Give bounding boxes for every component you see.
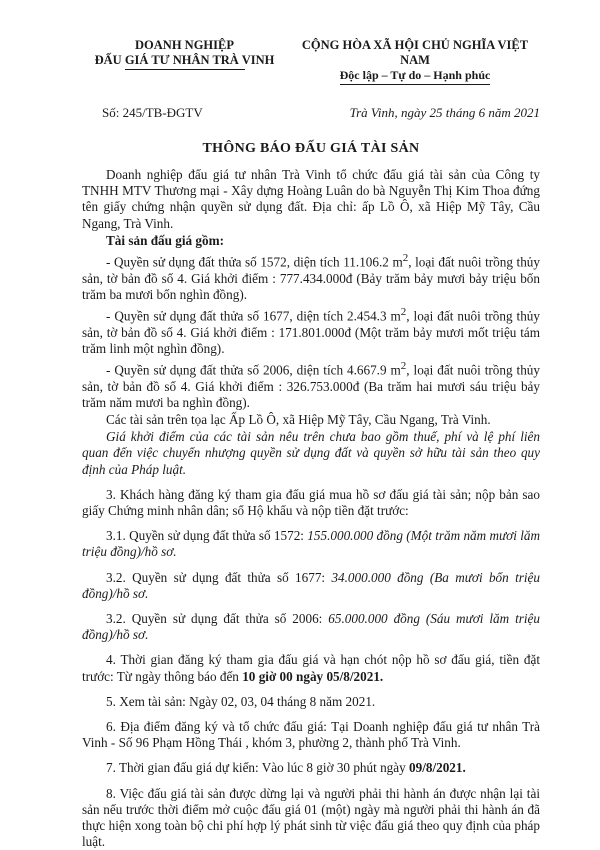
intro-paragraph: Doanh nghiệp đấu giá tư nhân Trà Vinh tổ chức đấu giá tài sản của Công ty TNHH MTV Thương mại - Xây dựng Hoàng Luân do bà Nguyễn Thị Kim Thoa đứng tên giấy chứng nhận quyền sử dụng đất. Địa chỉ: ấp Lồ Ô, xã Hiệp Mỹ Tây, Cầu Ngang, Trà Vinh. <box>82 167 540 231</box>
organization-name: ĐẤU GIÁ TƯ NHÂN TRÀ VINH <box>94 53 275 67</box>
document-body <box>82 167 540 850</box>
nation-motto: Độc lập – Tự do – Hạnh phúc <box>339 68 491 82</box>
reference-line <box>82 105 540 121</box>
nation-name: CỘNG HÒA XÃ HỘI CHỦ NGHĨA VIỆT NAM <box>301 38 529 67</box>
asset-item: - Quyền sử dụng đất thửa số 1677, diện tích 2.454.3 $m^2$, loại đất nuôi trồng thủy sản, tờ bản đồ số 4. Giá khởi điểm : 171.801.000đ (Một trăm bảy mươi mốt triệu tám trăm linh một nghìn đồng). <box>82 306 540 356</box>
organization-block <box>82 38 287 85</box>
asset-item: - Quyền sử dụng đất thửa số 1572, diện tích 11.106.2 $m^2$, loại đất nuôi trồng thủy sản, tờ bản đồ số 4. Giá khởi điểm : 777.434.000đ (Bảy trăm bảy mươi bảy triệu bốn trăm ba mươi bốn nghìn đồng). <box>82 252 540 302</box>
item-3: 3. Khách hàng đăng ký tham gia đấu giá mua hồ sơ đấu giá tài sản; nộp bản sao giấy Chứng minh nhân dân; sổ Hộ khẩu và nộp tiền đặt trước: <box>82 486 540 519</box>
motto-underline <box>340 84 490 85</box>
price-note: Giá khởi điểm của các tài sản nêu trên chưa bao gồm thuế, phí và lệ phí liên quan đến việc chuyển nhượng quyền sử dụng đất và quyền sở hữu tài sản theo quy định của Pháp luật. <box>82 429 540 477</box>
item-3-2: 3.2. Quyền sử dụng đất thửa số 1677: 34.000.000 đồng (Ba mươi bốn triệu đồng)/hồ sơ. <box>82 569 540 601</box>
item-8: 8. Việc đấu giá tài sản được dừng lại và người phải thi hành án được nhận lại tài sản nếu trước thời điểm mở cuộc đấu giá 01 (một) ngày mà người phải thi hành án đã thực hiện xong toàn bộ chi phí hợp lý phát sinh từ việc đấu giá theo quy định của pháp luật. <box>82 785 540 850</box>
asset-location: Các tài sản trên tọa lạc Ấp Lồ Ô, xã Hiệp Mỹ Tây, Cầu Ngang, Trà Vinh. <box>106 412 491 428</box>
document-date: Trà Vinh, ngày 25 tháng 6 năm 2021 <box>349 105 540 120</box>
item-5: 5. Xem tài sản: Ngày 02, 03, 04 tháng 8 năm 2021. <box>106 693 376 709</box>
item-7: 7. Thời gian đấu giá dự kiến: Vào lúc 8 giờ 30 phút ngày 09/8/2021. <box>106 760 466 776</box>
document-title: THÔNG BÁO ĐẤU GIÁ TÀI SẢN <box>202 141 420 156</box>
organization-type: DOANH NGHIỆP <box>135 38 234 52</box>
item-3-1: 3.1. Quyền sử dụng đất thửa số 1572: 155.000.000 đồng (Một trăm năm mươi lăm triệu đồng)/hồ sơ. <box>82 528 540 560</box>
item-3-3: 3.2. Quyền sử dụng đất thửa số 2006: 65.000.000 đồng (Sáu mươi lăm triệu đồng)/hồ sơ. <box>82 611 540 643</box>
document-number: Số: 245/TB-ĐGTV <box>102 105 203 120</box>
nation-block <box>290 38 540 85</box>
assets-heading: Tài sản đấu giá gồm: <box>106 232 224 248</box>
item-4: 4. Thời gian đăng ký tham gia đấu giá và hạn chót nộp hồ sơ đấu giá, tiền đặt trước: Từ ngày thông báo đến 10 giờ 00 ngày 05/8/2021. <box>82 652 540 684</box>
item-6: 6. Địa điểm đăng ký và tổ chức đấu giá: Tại Doanh nghiệp đấu giá tư nhân Trà Vinh - Số 96 Phạm Hồng Thái , khóm 3, phường 2, thành phố Trà Vinh. <box>82 719 540 751</box>
document-header <box>82 0 540 85</box>
organization-underline <box>125 69 245 70</box>
asset-item: - Quyền sử dụng đất thửa số 2006, diện tích 4.667.9 $m^2$, loại đất nuôi trồng thủy sản, tờ bản đồ số 4. Giá khởi điểm : 326.753.000đ (Ba trăm hai mươi sáu triệu bảy trăm năm mươi ba nghìn đồng). <box>82 360 540 410</box>
